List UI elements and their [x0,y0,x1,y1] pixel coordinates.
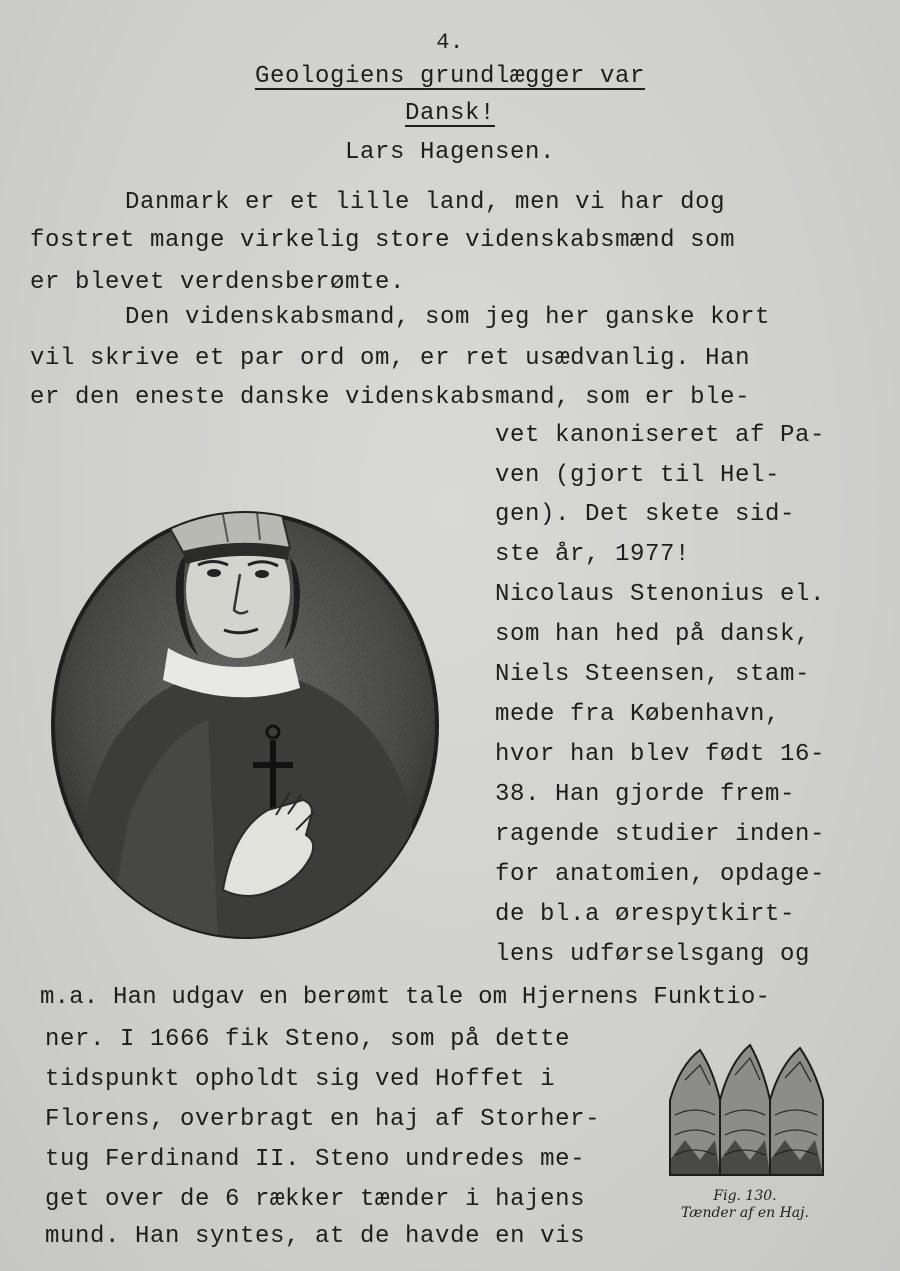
body-line: ven (gjort til Hel- [495,462,781,489]
body-line: ner. I 1666 fik Steno, som på dette [45,1026,571,1053]
body-line: 38. Han gjorde frem- [495,781,796,808]
body-line: ragende studier inden- [495,821,826,848]
body-line: vil skrive et par ord om, er ret usædvanlig. Han [30,345,751,372]
body-line: tug Ferdinand II. Steno undredes me- [45,1146,586,1173]
author-line: Lars Hagensen. [344,139,556,166]
body-line: gen). Det skete sid- [495,501,796,528]
body-line: er blevet verdensberømte. [30,269,406,296]
body-line: er den eneste danske videnskabsmand, som er ble- [30,384,751,411]
body-line: Niels Steensen, stam- [495,661,811,688]
body-line: tidspunkt opholdt sig ved Hoffet i [45,1066,556,1093]
body-line: Florens, overbragt en haj af Storher- [45,1106,601,1133]
figure-caption-text: Tænder af en Haj. [681,1205,809,1221]
body-line: Danmark er et lille land, men vi har dog [125,189,726,216]
portrait-illustration [48,470,443,940]
body-line: de bl.a ørespytkirt- [495,901,796,928]
body-line: hvor han blev født 16- [495,741,826,768]
body-line: ste år, 1977! [495,541,691,568]
body-line: vet kanoniseret af Pa- [495,422,826,449]
title-line-1: Geologiens grundlægger var [254,63,646,90]
figure-caption-number: Fig. 130. [713,1188,777,1204]
shark-teeth-illustration [665,1040,830,1190]
body-line: Nicolaus Stenonius el. [495,581,826,608]
page-number: 4. [436,30,464,55]
body-line: lens udførselsgang og [495,941,811,968]
body-line: Den videnskabsmand, som jeg her ganske kort [125,304,771,331]
body-line: mede fra København, [495,701,781,728]
title-line-2: Dansk! [404,100,495,127]
body-line: fostret mange virkelig store videnskabsmænd som [30,227,736,254]
body-line: for anatomien, opdage- [495,861,826,888]
body-line: get over de 6 rækker tænder i hajens [45,1186,586,1213]
body-line: m.a. Han udgav en berømt tale om Hjernens Funktio- [40,984,771,1011]
body-line: mund. Han syntes, at de havde en vis [45,1223,586,1250]
body-line: som han hed på dansk, [495,621,811,648]
